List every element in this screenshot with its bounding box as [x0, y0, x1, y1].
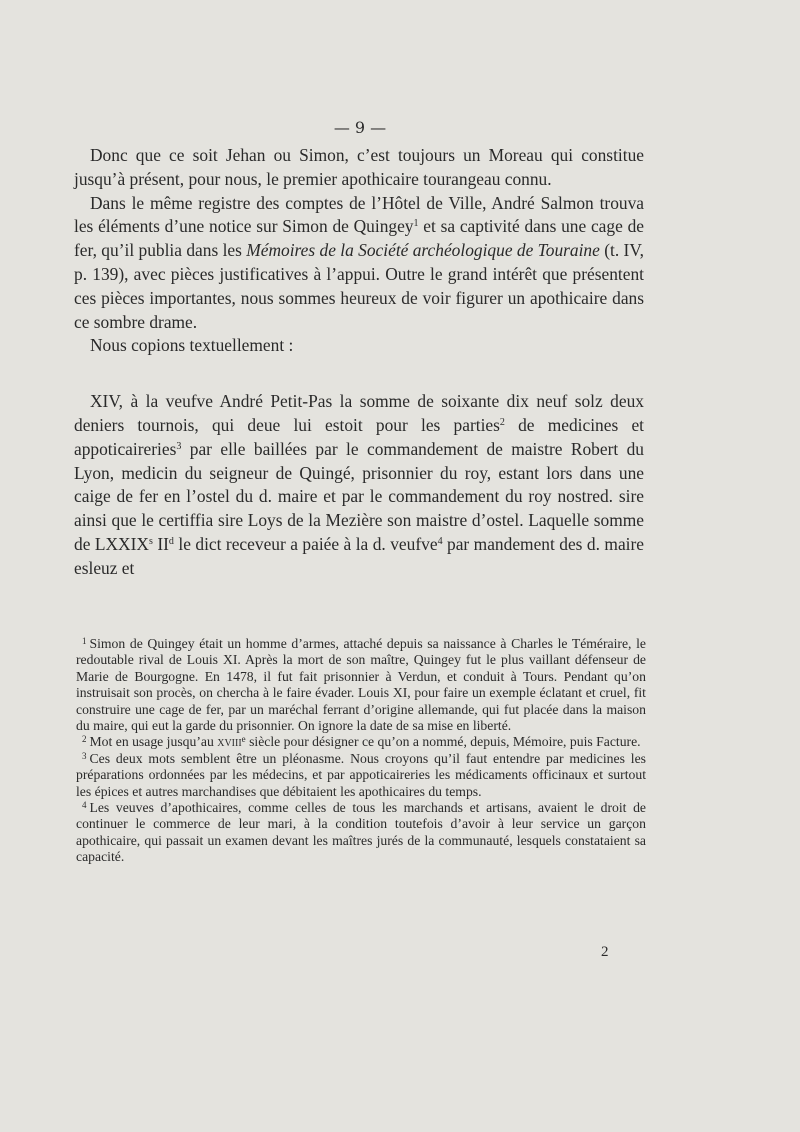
quotation-text-e: le dict receveur a paiée à la d. veufve — [173, 533, 438, 554]
footnote-1 — [76, 636, 646, 734]
paragraph-2-text-a: Dans le même registre des comptes de l’Hôtel de Ville, André Salmon trouva les éléments d’une notice sur Simon de Quingey — [74, 192, 644, 237]
paragraph-2-text-b: et sa captivité dans une cage de fer, qu’il publia dans les — [74, 216, 644, 261]
footnote-3 — [76, 751, 646, 800]
signature-mark: 2 — [601, 944, 609, 960]
footnote-ref-1: 1 — [413, 218, 419, 230]
quotation-text-d: II — [152, 533, 169, 554]
footnote-number: 3 — [82, 750, 87, 761]
footnote-number: 2 — [82, 734, 87, 745]
paragraph-2 — [74, 192, 644, 335]
footnote-text: Ces deux mots semblent être un pléonasme. Nous croyons qu’il faut entendre par medicines les préparations ordonnées par les médecins, et par appoticaireries les médicaments officinaux et surtout les épices et autres marchandises que débitaient les apothicaires du temps. — [76, 750, 646, 799]
quotation-text-b: de medicines et appoticaireries — [74, 414, 644, 459]
paragraph-2-text-c: (t. IV, p. 139), avec pièces justificatives à l’appui. Outre le grand intérêt que présentent ces pièces importantes, nous sommes heureux de voir figurer un apothicaire dans ce sombre drame. — [74, 240, 644, 332]
quotation — [74, 390, 644, 580]
footnote-ref-2: 2 — [499, 416, 505, 428]
paragraph-1: Donc que ce soit Jehan ou Simon, c’est toujours un Moreau qui constitue jusqu’à présent, pour nous, le premier apothicaire tourangeau connu. — [74, 145, 644, 189]
footnote-4 — [76, 800, 646, 866]
footnote-text: Les veuves d’apothicaires, comme celles de tous les marchands et artisans, avaient le droit de continuer le commerce de leur mari, à la condition toutefois d’avoir à leur service un garçon apothicaire, qui passait un examen devant les maîtres jurés de la communauté, lesquels constataient sa capacité. — [76, 800, 646, 865]
quotation-text-f: par mandement des d. maire esleuz et — [74, 533, 644, 578]
footnote-number: 1 — [82, 636, 87, 646]
quotation-text-a: XIV, à la veufve André Petit-Pas la somme de soixante dix neuf solz deux deniers tournois, qui deue lui estoit pour les parties — [74, 391, 644, 435]
footnote-ref-3: 3 — [176, 440, 182, 452]
page-number: — 9 — — [333, 118, 387, 137]
footnote-ref-4: 4 — [437, 535, 443, 547]
quotation-text-c: par elle baillées par le commandement de maistre Robert du Lyon, medicin du seigneur de Quingé, prisonnier du roy, estant lors dans une caige de fer en l’ostel du d. maire et par le commandement du roy nostred. sire ainsi que le certiffia sire Loys de la Mezière son maistre d’ostel. Laquelle somme de LXXIX — [74, 438, 644, 554]
footnote-text-b: siècle pour désigner ce qu’on a nommé, depuis, Mémoire, puis Facture. — [245, 734, 641, 750]
journal-title: Mémoires de la Société archéologique de Touraine — [246, 240, 600, 261]
century-superscript: e — [241, 734, 246, 745]
paragraph-3: Nous copions textuellement : — [90, 335, 294, 356]
footnote-text: Simon de Quingey était un homme d’armes, attaché depuis sa naissance à Charles le Téméraire, le redoutable rival de Louis XI. Après la mort de son maître, Quingey fut le plus vaillant défenseur de Marie de Bourgogne. En 1478, il fut fait prisonnier à Verdun, et conduit à Tours. Pendant qu’on instruisait son procès, on chercha à le faire évader. Louis XI, pour faire un exemple éclatant et cruel, fit construire une cage de fer, par un maréchal ferrant d’origine allemande, qui fut placée dans la maison du maire, qui eut la garde du prisonnier. On ignore la date de sa mise en liberté. — [76, 636, 646, 734]
deniers-superscript: d — [168, 535, 174, 547]
main-text — [74, 144, 644, 581]
sols-superscript: s — [148, 535, 153, 547]
footnote-number: 4 — [82, 800, 87, 811]
footnote-2 — [76, 734, 646, 750]
footnote-text-a: Mot en usage jusqu’au — [89, 734, 218, 750]
footnotes — [76, 636, 646, 866]
century-numeral: xviii — [217, 734, 242, 750]
